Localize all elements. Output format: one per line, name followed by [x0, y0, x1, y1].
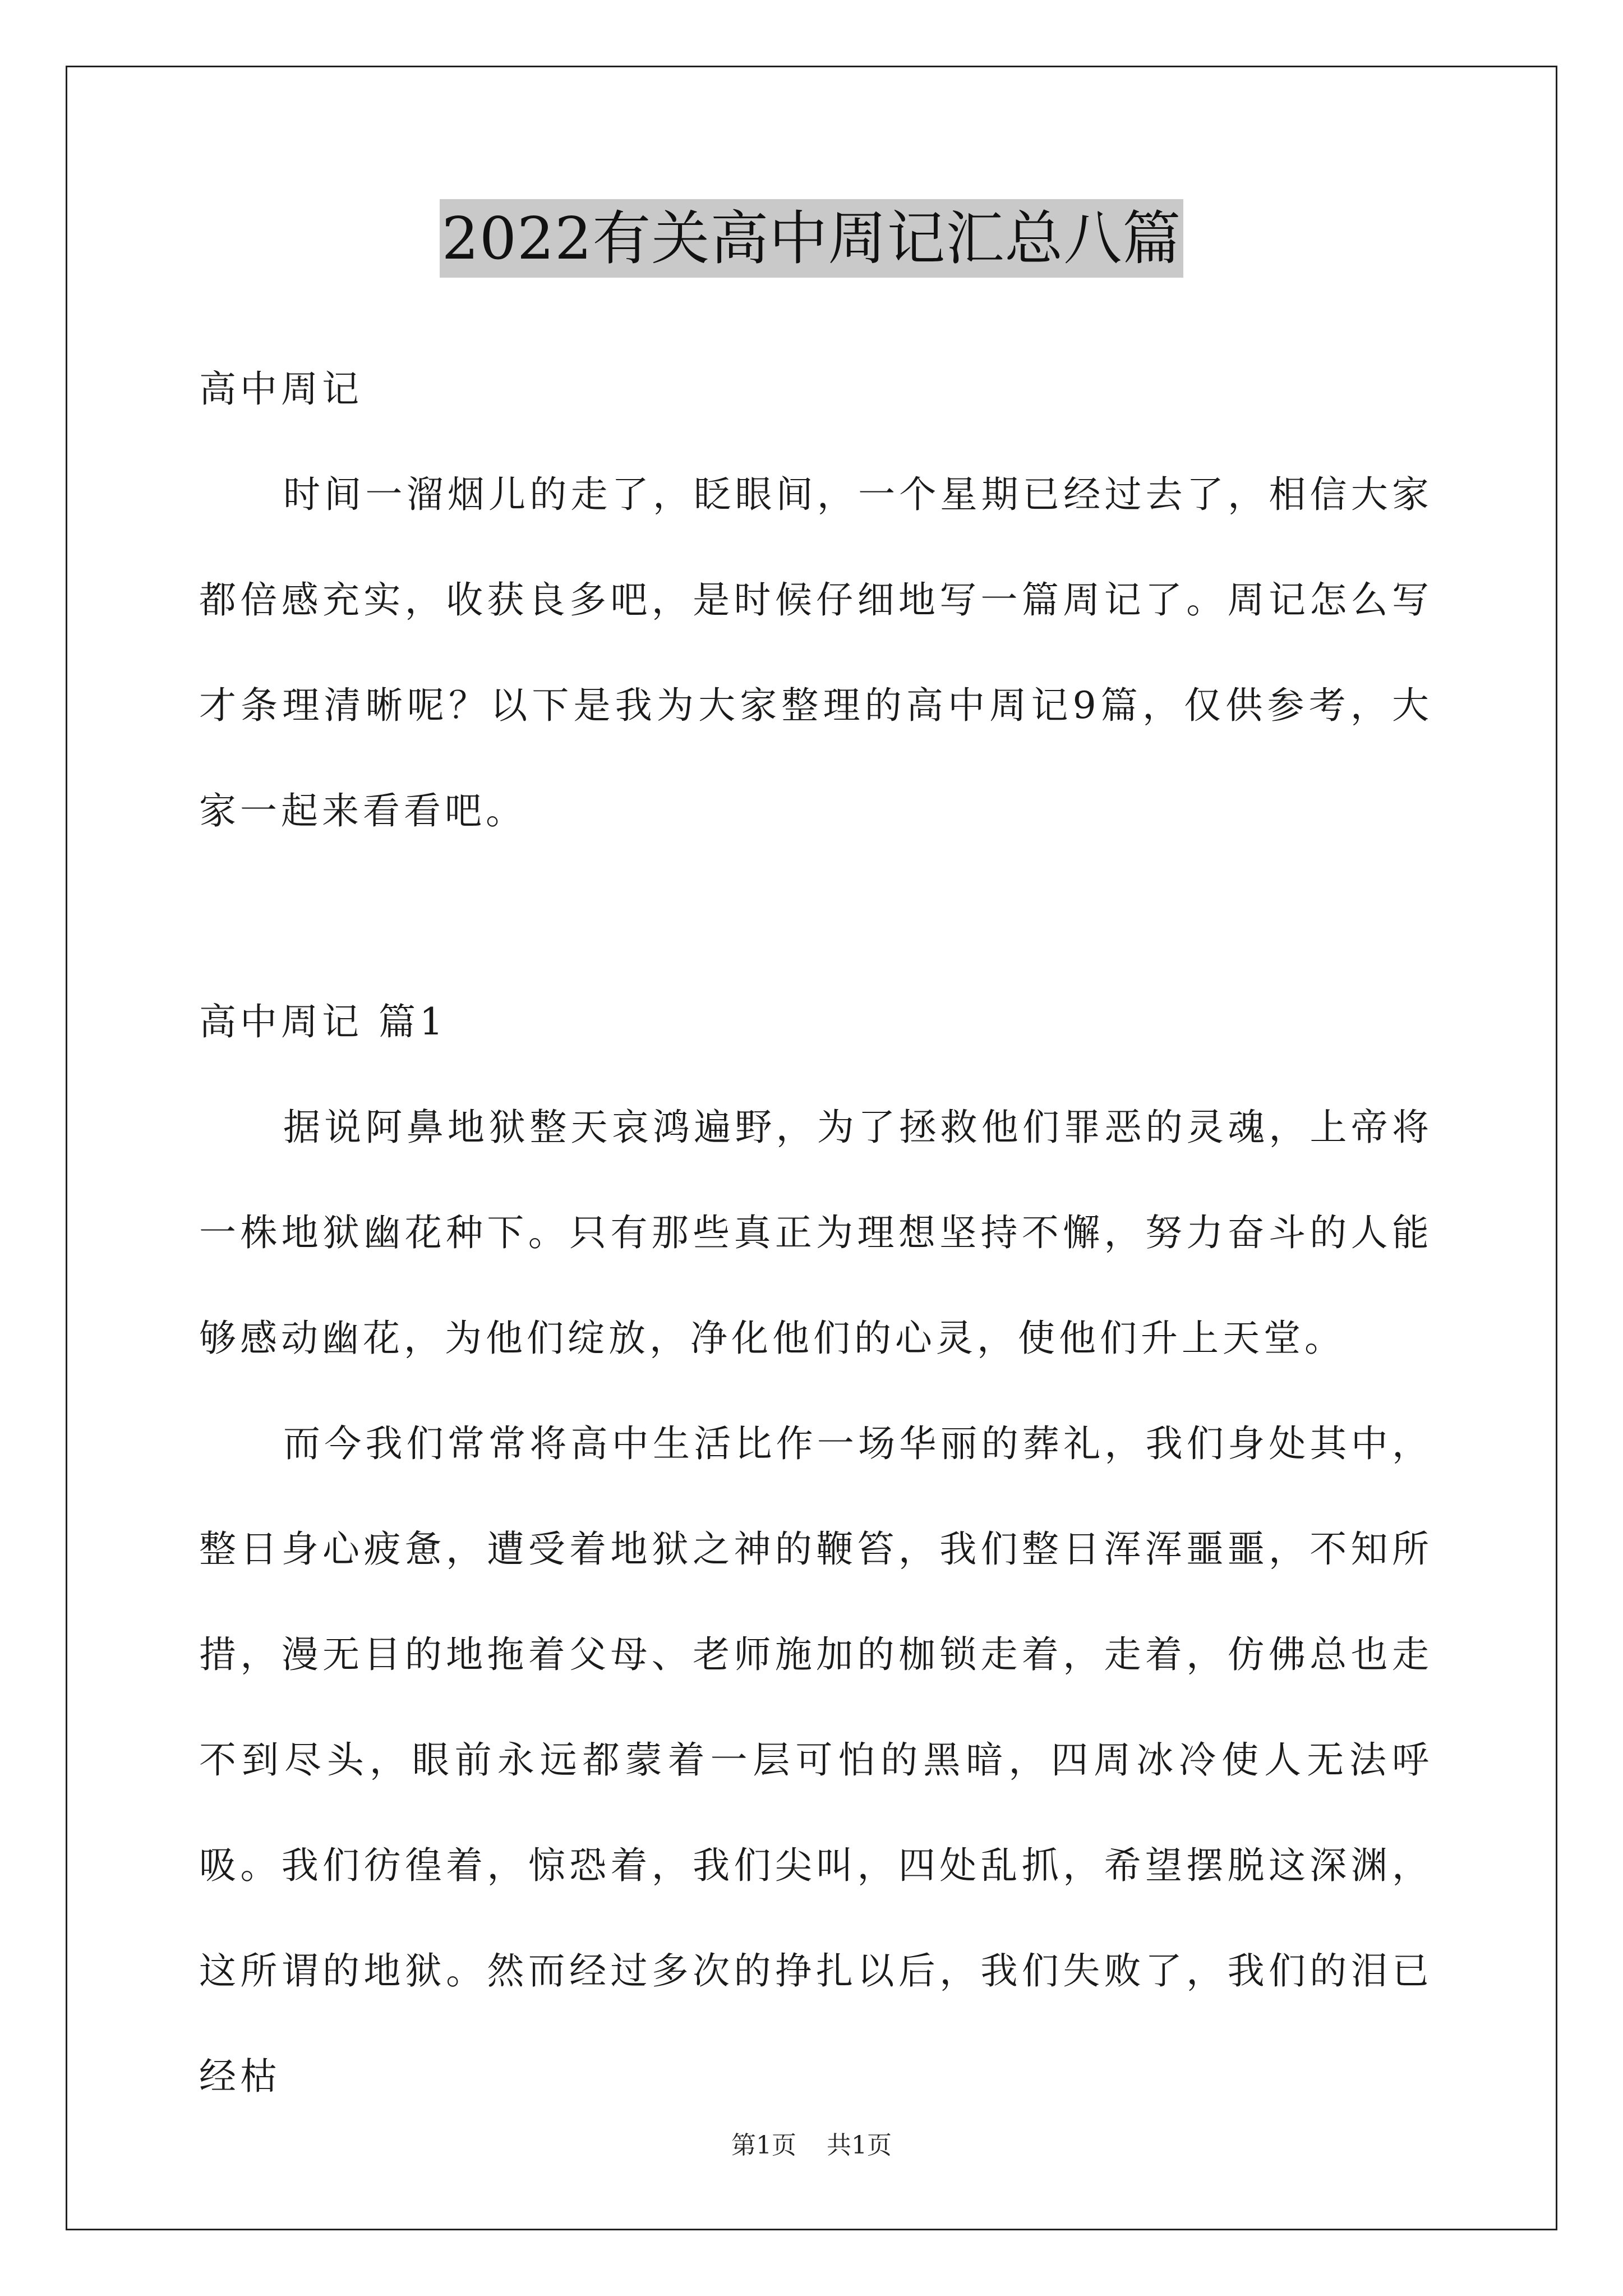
document-title: 2022有关高中周记汇总八篇	[440, 199, 1184, 278]
section-heading-part1: 高中周记 篇1	[199, 1000, 447, 1043]
title-container	[0, 199, 1623, 278]
section-heading-intro: 高中周记	[199, 367, 363, 411]
intro-paragraph: 时间一溜烟儿的走了，眨眼间，一个星期已经过去了，相信大家都倍感充实，收获良多吧，是时候仔细地写一篇周记了。周记怎么写才条理清晰呢？以下是我为大家整理的高中周记9篇，仅供参考，大家一起来看看吧。	[199, 473, 1433, 832]
section-spacer	[199, 864, 1433, 969]
document-body	[199, 337, 1433, 2129]
page-footer	[0, 2129, 1623, 2162]
part1-paragraph-1: 据说阿鼻地狱整天哀鸿遍野，为了拯救他们罪恶的灵魂，上帝将一株地狱幽花种下。只有那些真正为理想坚持不懈，努力奋斗的人能够感动幽花，为他们绽放，净化他们的心灵，使他们升上天堂。	[199, 1106, 1433, 1360]
page-number-total: 共1页	[827, 2131, 892, 2160]
page-number-current: 第1页	[731, 2131, 796, 2160]
part1-paragraph-2: 而今我们常常将高中生活比作一场华丽的葬礼，我们身处其中，整日身心疲惫，遭受着地狱之神的鞭笞，我们整日浑浑噩噩，不知所措，漫无目的地拖着父母、老师施加的枷锁走着，走着，仿佛总也走不到尽头，眼前永远都蒙着一层可怕的黑暗，四周冰冷使人无法呼吸。我们彷徨着，惊恐着，我们尖叫，四处乱抓，希望摆脱这深渊，这所谓的地狱。然而经过多次的挣扎以后，我们失败了，我们的泪已经枯	[199, 1422, 1433, 2098]
